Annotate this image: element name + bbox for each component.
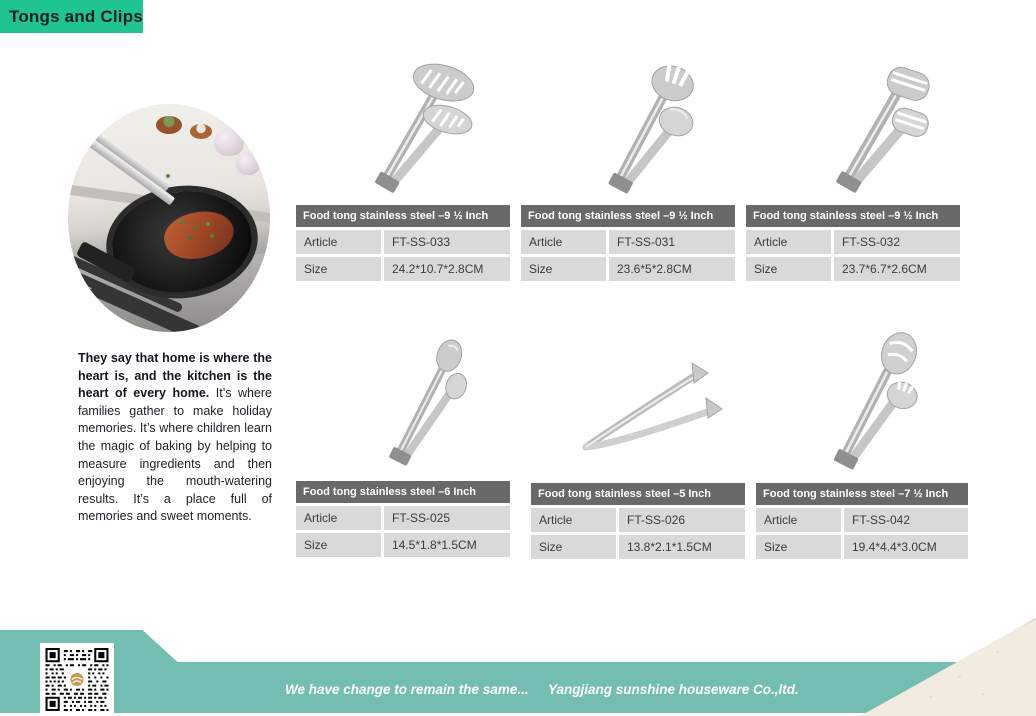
product-title: Food tong stainless steel –7 ½ Inch: [756, 483, 968, 505]
table-row: [296, 533, 510, 557]
intro-bold-text: They say that home is where the heart is, and the kitchen is the heart of every home.: [78, 351, 272, 401]
article-label: Article: [531, 508, 616, 532]
product-title: Food tong stainless steel –9 ½ Inch: [746, 205, 960, 227]
size-label: Size: [521, 257, 606, 281]
article-label: Article: [296, 506, 381, 530]
product-photo-slotted-paddle-tong: [333, 48, 497, 202]
product-photo-grooved-flat-tong: [795, 48, 959, 202]
product-title: Food tong stainless steel –5 Inch: [531, 483, 745, 505]
footer-slogan: We have change to remain the same...: [285, 682, 529, 697]
garlic-bulb: [214, 128, 244, 156]
size-value: 14.5*1.8*1.5CM: [384, 533, 510, 557]
intro-paragraph: [78, 350, 272, 526]
size-label: Size: [746, 257, 831, 281]
product-card: [756, 483, 968, 562]
size-label: Size: [531, 535, 616, 559]
product-card: [296, 205, 510, 284]
herb-bowl: [156, 116, 182, 134]
article-value: FT-SS-042: [844, 508, 968, 532]
product-card: [521, 205, 735, 284]
garlic-bulb: [236, 152, 260, 175]
table-row: [296, 257, 510, 281]
product-title: Food tong stainless steel –9 ½ Inch: [521, 205, 735, 227]
footer-company-name: Yangjiang sunshine houseware Co.,ltd.: [548, 682, 799, 697]
article-label: Article: [746, 230, 831, 254]
table-row: [531, 508, 745, 532]
page-title: Tongs and Clips: [0, 0, 143, 33]
article-label: Article: [296, 230, 381, 254]
product-photo-fork-spoon-tong: [565, 48, 729, 202]
size-label: Size: [296, 257, 381, 281]
qr-code-image: [43, 646, 111, 713]
product-card: [296, 481, 510, 560]
article-label: Article: [756, 508, 841, 532]
size-value: 24.2*10.7*2.8CM: [384, 257, 510, 281]
table-row: [756, 535, 968, 559]
size-label: Size: [756, 535, 841, 559]
size-value: 19.4*4.4*3.0CM: [844, 535, 968, 559]
article-label: Article: [521, 230, 606, 254]
size-label: Size: [296, 533, 381, 557]
product-card: [531, 483, 745, 562]
table-row: [746, 230, 960, 254]
product-photo-mini-oval-tong: [348, 315, 504, 475]
article-value: FT-SS-025: [384, 506, 510, 530]
qr-code: [40, 643, 114, 716]
article-value: FT-SS-033: [384, 230, 510, 254]
salt-bowl: [190, 124, 212, 139]
table-row: [746, 257, 960, 281]
table-row: [521, 230, 735, 254]
product-title: Food tong stainless steel –9 ½ Inch: [296, 205, 510, 227]
intro-regular-text: It’s where families gather to make holiday memories. It’s where children learn the magic of baking by helping to measure ingredients and then enjoying the mouth-watering results. It’s a place full of memories and sweet moments.: [78, 386, 272, 524]
article-value: FT-SS-032: [834, 230, 960, 254]
product-card: [746, 205, 960, 284]
size-value: 23.6*5*2.8CM: [609, 257, 735, 281]
table-row: [296, 506, 510, 530]
product-photo-sugar-tong: [560, 325, 750, 470]
size-value: 23.7*6.7*2.6CM: [834, 257, 960, 281]
table-row: [521, 257, 735, 281]
article-value: FT-SS-026: [619, 508, 745, 532]
product-title: Food tong stainless steel –6 Inch: [296, 481, 510, 503]
table-row: [296, 230, 510, 254]
size-value: 13.8*2.1*1.5CM: [619, 535, 745, 559]
kitchen-photo: [68, 104, 270, 332]
table-row: [756, 508, 968, 532]
table-row: [531, 535, 745, 559]
herb-sprigs: [180, 220, 184, 224]
product-photo-slotted-spoon-tong: [795, 318, 951, 478]
article-value: FT-SS-031: [609, 230, 735, 254]
